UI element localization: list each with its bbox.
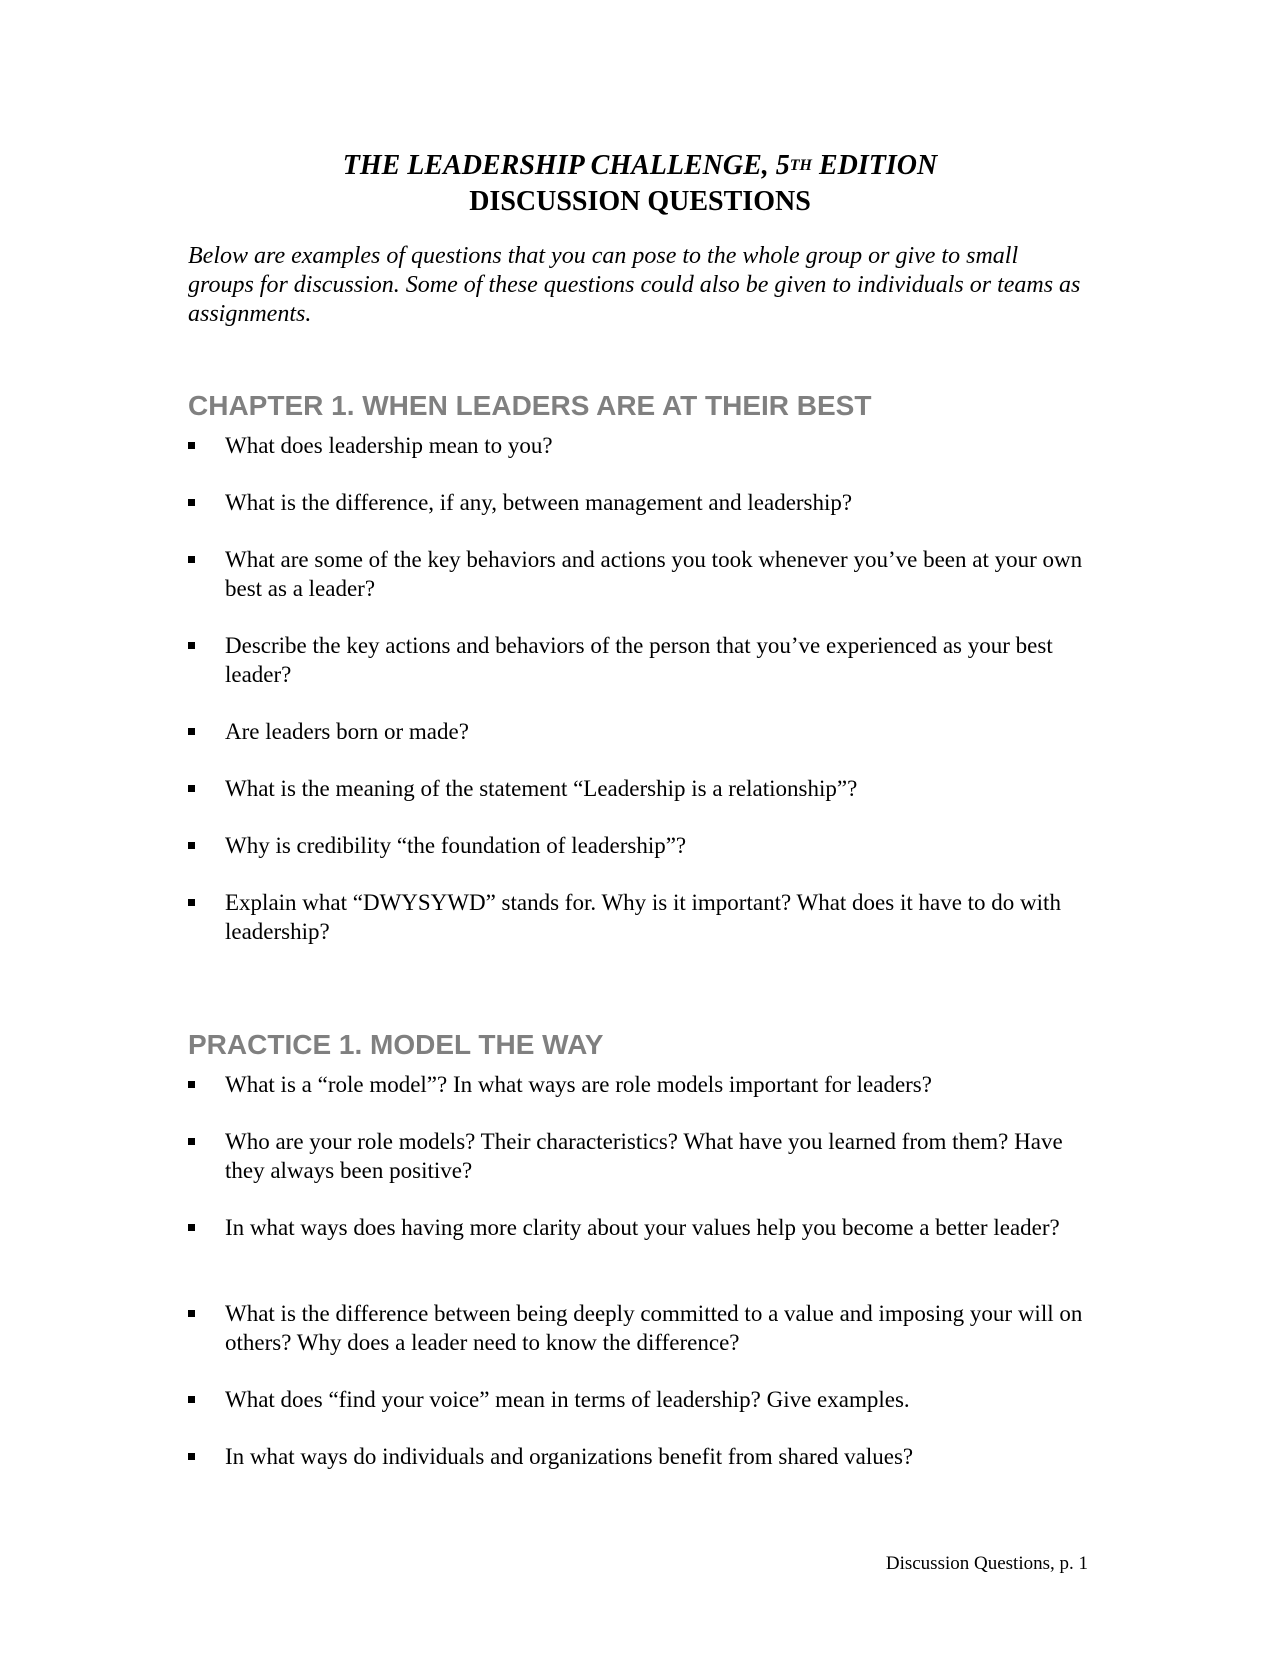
question-text: Who are your role models? Their characteristics? What have you learned from them? Have they always been positive? [225,1129,1063,1183]
question-text: Are leaders born or made? [225,719,469,744]
list-item [188,488,1088,517]
list-item [188,431,1088,460]
intro-paragraph: Below are examples of questions that you can pose to the whole group or give to small groups for discussion. Some of these questions could also be given to individuals or teams as assignments. [188,243,1081,327]
square-bullet-icon [188,499,195,506]
square-bullet-icon [188,442,195,449]
square-bullet-icon [188,1396,195,1403]
title-main: THE LEADERSHIP CHALLENGE, 5 [342,150,790,181]
question-text: What is a “role model”? In what ways are role models important for leaders? [225,1072,932,1097]
list-item [188,545,1088,603]
page-footer: Discussion Questions, p. 1 [885,1553,1088,1574]
list-item [188,1385,1088,1414]
chapter-1-heading: CHAPTER 1. WHEN LEADERS ARE AT THEIR BEST [188,390,872,421]
list-item [188,774,1088,803]
question-text: What are some of the key behaviors and actions you took whenever you’ve been at your own best as a leader? [225,547,1083,601]
square-bullet-icon [188,1310,195,1317]
list-item [188,1213,1088,1242]
title-end: EDITION [812,150,938,181]
list-item [188,1442,1088,1471]
square-bullet-icon [188,899,195,906]
title-superscript: TH [789,157,812,174]
question-text: What does “find your voice” mean in terms of leadership? Give examples. [225,1387,910,1412]
list-item [188,831,1088,860]
square-bullet-icon [188,642,195,649]
square-bullet-icon [188,1138,195,1145]
practice-1-heading: PRACTICE 1. MODEL THE WAY [188,1029,604,1060]
square-bullet-icon [188,556,195,563]
document-title [0,150,1280,186]
question-text: Explain what “DWYSYWD” stands for. Why is it important? What does it have to do with leadership? [225,890,1061,944]
question-text: What is the difference between being deeply committed to a value and imposing your will on others? Why does a leader need to know the difference? [225,1301,1083,1355]
square-bullet-icon [188,728,195,735]
square-bullet-icon [188,785,195,792]
square-bullet-icon [188,1224,195,1231]
question-text: In what ways does having more clarity about your values help you become a better leader? [225,1215,1060,1240]
list-item [188,888,1088,946]
question-text: Why is credibility “the foundation of leadership”? [225,833,687,858]
question-text: What does leadership mean to you? [225,433,553,458]
square-bullet-icon [188,1081,195,1088]
square-bullet-icon [188,1453,195,1460]
list-item [188,717,1088,746]
question-text: What is the meaning of the statement “Leadership is a relationship”? [225,776,858,801]
square-bullet-icon [188,842,195,849]
list-item [188,1127,1088,1185]
list-item [188,631,1088,689]
document-subtitle: DISCUSSION QUESTIONS [469,186,811,217]
question-text: What is the difference, if any, between management and leadership? [225,490,853,515]
question-text: Describe the key actions and behaviors of the person that you’ve experienced as your best leader? [225,633,1053,687]
question-text: In what ways do individuals and organizations benefit from shared values? [225,1444,914,1469]
list-item [188,1070,1088,1099]
list-item [188,1299,1088,1357]
